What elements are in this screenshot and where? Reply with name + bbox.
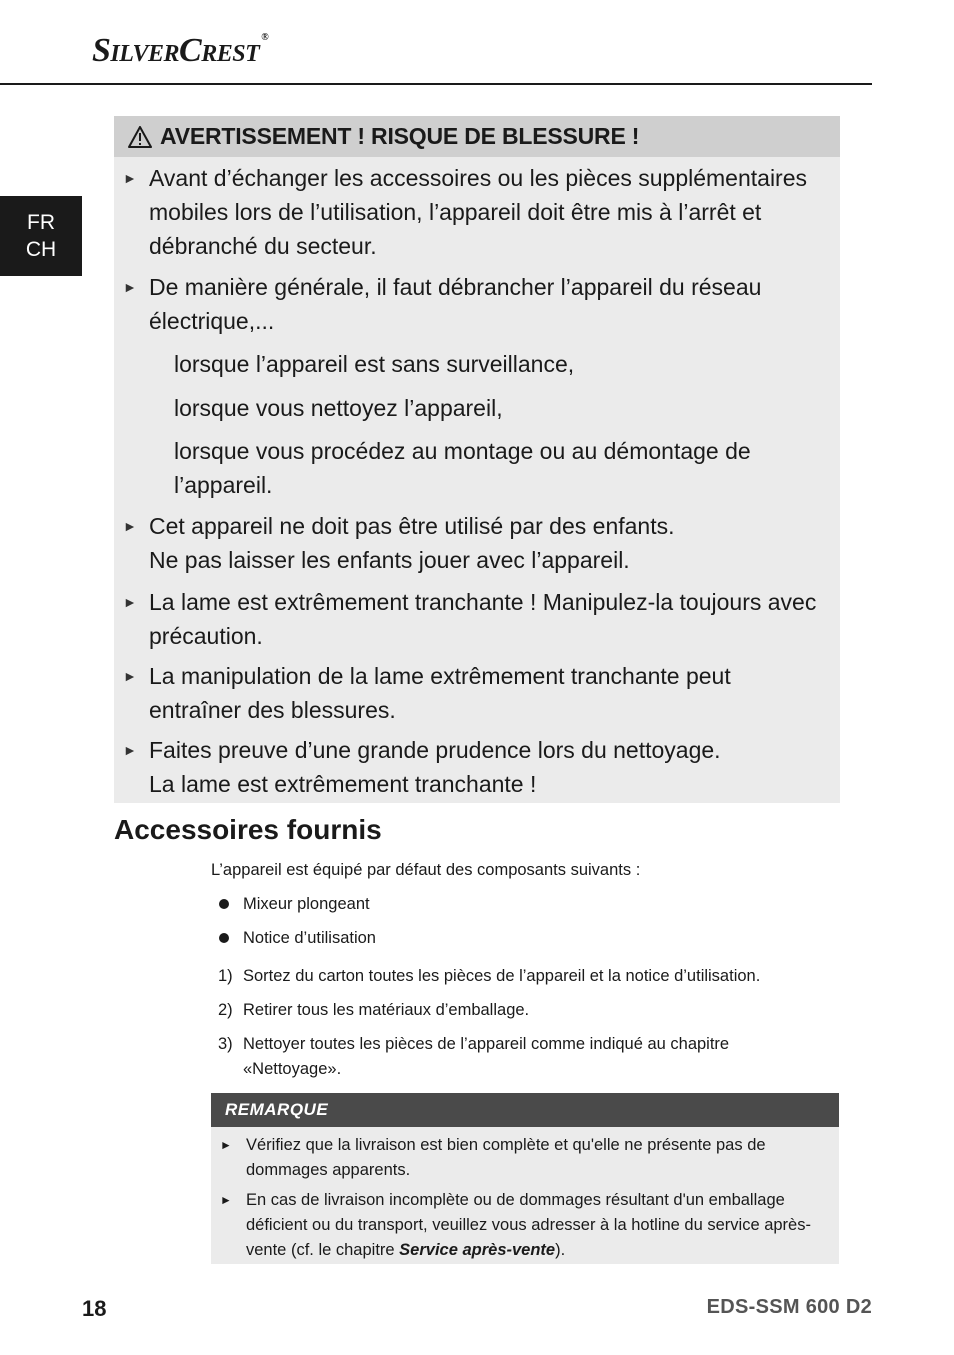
section-title: Accessoires fournis (114, 814, 382, 845)
warning-box (114, 116, 840, 803)
warning-item: ► Cet appareil ne doit pas être utilisé par des enfants. (114, 509, 840, 543)
remarque-item: ► En cas de livraison incomplète ou de dommages résultant d'un emballage déficient ou du transport, veuillez vous adresser à la hotline du service après-vente (cf. le chapitre Service après-vente). (211, 1188, 839, 1263)
warning-item: ► La lame est extrêmement tranchante ! Manipulez-la toujours avec précaution. (114, 585, 840, 653)
remarque-item: ► Vérifiez que la livraison est bien complète et qu'elle ne présente pas de dommages apparents. (211, 1133, 839, 1183)
page-number: 18 (82, 1296, 107, 1321)
warning-item: ► De manière générale, il faut débrancher l’appareil du réseau électrique,... (114, 270, 840, 338)
remarque-box (211, 1093, 839, 1264)
step-text: Sortez du carton toutes les pièces de l’appareil et la notice d’utilisation. (243, 967, 761, 985)
step-text: Retirer tous les matériaux d’emballage. (243, 1001, 530, 1019)
warning-triangle-icon (128, 126, 152, 148)
language-tab (0, 196, 82, 276)
warning-item-cont: La lame est extrêmement tranchante ! (149, 771, 537, 797)
warning-item-cont: Ne pas laisser les enfants jouer avec l’appareil. (149, 547, 630, 573)
arrow-bullet-icon: ► (123, 668, 137, 684)
chapter-reference: Service après-vente (399, 1241, 556, 1259)
arrow-bullet-icon: ► (123, 170, 137, 186)
arrow-bullet-icon: ► (220, 1138, 232, 1152)
bullet-dot-icon (219, 899, 229, 909)
list-item: Notice d’utilisation (243, 929, 376, 947)
bullet-dot-icon (219, 933, 229, 943)
arrow-bullet-icon: ► (123, 594, 137, 610)
model-number: EDS-SSM 600 D2 (706, 1296, 872, 1318)
warning-item: ► Faites preuve d’une grande prudence lors du nettoyage. (114, 733, 840, 767)
arrow-bullet-icon: ► (123, 518, 137, 534)
step-number: 3) (218, 1035, 233, 1053)
step-number: 1) (218, 967, 233, 985)
lang-fr: FR (27, 211, 55, 234)
header-divider (0, 83, 872, 85)
warning-item: ► La manipulation de la lame extrêmement tranchante peut entraîner des blessures. (114, 659, 840, 727)
arrow-bullet-icon: ► (220, 1193, 232, 1207)
list-item: Mixeur plongeant (243, 895, 370, 913)
section-intro: L’appareil est équipé par défaut des composants suivants : (211, 861, 641, 879)
warning-header (114, 116, 840, 157)
warning-item: ► Avant d’échanger les accessoires ou les pièces supplémentaires mobiles lors de l’utilisation, l’appareil doit être mis à l’arrêt et débranché du secteur. (114, 161, 840, 263)
arrow-bullet-icon: ► (123, 279, 137, 295)
warning-subitem: lorsque vous procédez au montage ou au démontage de l’appareil. (174, 438, 751, 498)
warning-subitem: lorsque vous nettoyez l’appareil, (174, 395, 503, 421)
remarque-header: REMARQUE (211, 1093, 839, 1127)
warning-subitem: lorsque l’appareil est sans surveillance, (174, 351, 575, 377)
lang-ch: CH (25, 238, 57, 261)
brand-logo: SilverCrest ® (92, 32, 269, 69)
arrow-bullet-icon: ► (123, 742, 137, 758)
step-text: Nettoyer toutes les pièces de l’appareil comme indiqué au chapitre «Nettoyage». (243, 1035, 730, 1078)
warning-title: AVERTISSEMENT ! RISQUE DE BLESSURE ! (160, 123, 640, 149)
step-number: 2) (218, 1001, 233, 1019)
